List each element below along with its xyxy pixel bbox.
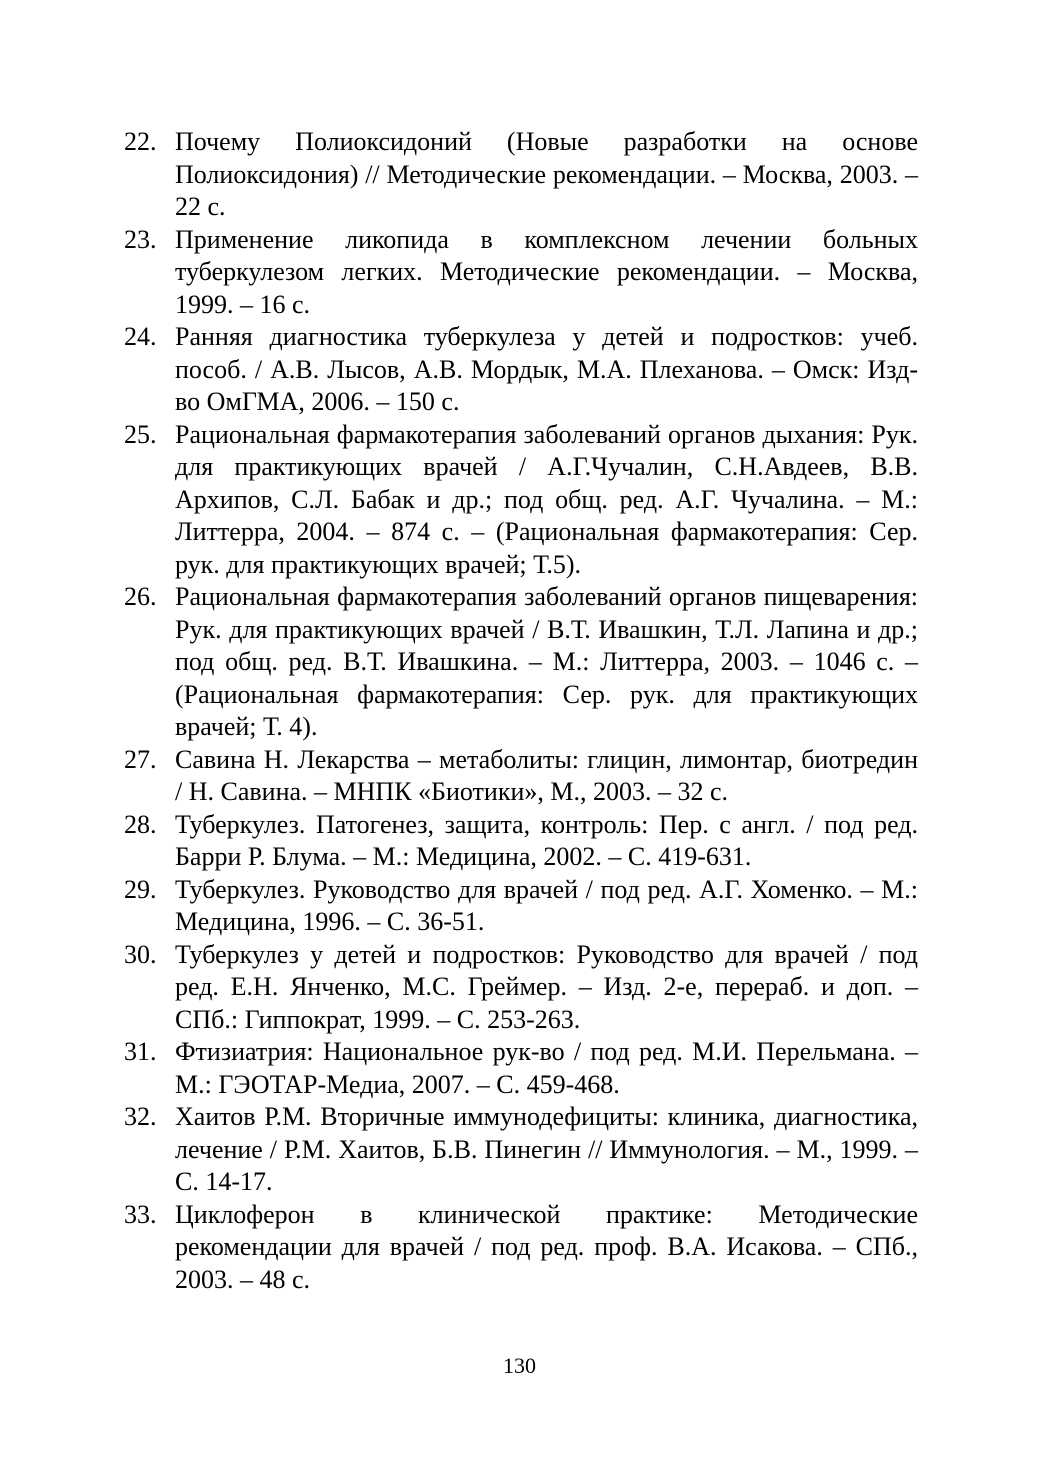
reference-item <box>124 809 918 874</box>
reference-item <box>124 1036 918 1101</box>
reference-item <box>124 419 918 582</box>
reference-list <box>124 126 918 1296</box>
reference-text: Циклоферон в клинической практике: Методические рекомендации для врачей / под ред. проф. В.А. Исакова. – СПб., 2003. – 48 с. <box>175 1199 918 1294</box>
reference-item <box>124 1101 918 1199</box>
reference-number: 24. <box>124 322 157 351</box>
reference-number: 32. <box>124 1102 157 1131</box>
reference-text: Туберкулез. Патогенез, защита, контроль: Пер. с англ. / под ред. Барри Р. Блума. – М.: Медицина, 2002. – С. 419-631. <box>175 809 918 871</box>
reference-number: 30. <box>124 939 157 969</box>
reference-number: 27. <box>124 744 157 774</box>
reference-item <box>124 874 918 939</box>
reference-text: Туберкулез у детей и подростков: Руководство для врачей / под ред. Е.Н. Янченко, М.С. Греймер. – Изд. 2-е, перераб. и доп. – СПб.: Гиппократ, 1999. – С. 253-263. <box>175 939 918 1034</box>
reference-number: 26. <box>124 582 157 611</box>
reference-text: Савина Н. Лекарства – метаболиты: глицин, лимонтар, биотредин / Н. Савина. – МНПК «Биотики», М., 2003. – 32 с. <box>175 744 918 806</box>
reference-number: 29. <box>124 874 157 904</box>
reference-item <box>124 939 918 1037</box>
page-number: 130 <box>503 1353 536 1378</box>
reference-text: Рациональная фармакотерапия заболеваний органов пищеварения: Рук. для практикующих врачей / В.Т. Ивашкин, Т.Л. Лапина и др.; под общ. ред. В.Т. Ивашкина. – М.: Литтерра, 2003. – 1046 с. – (Рациональная фармакотерапия: Сер. рук. для практикующих врачей; Т. 4). <box>175 582 918 741</box>
reference-text: Рациональная фармакотерапия заболеваний органов дыхания: Рук. для практикующих врачей / А.Г.Чучалин, С.Н.Авдеев, В.В. Архипов, С.Л. Бабак и др.; под общ. ред. А.Г. Чучалина. – М.: Литтерра, 2004. – 874 с. – (Рациональная фармакотерапия: Сер. рук. для практикующих врачей; Т.5). <box>175 419 918 579</box>
reference-item <box>124 581 918 744</box>
reference-text: Применение ликопида в комплексном лечении больных туберкулезом легких. Методические рекомендации. – Москва, 1999. – 16 с. <box>175 224 918 319</box>
reference-text: Туберкулез. Руководство для врачей / под ред. А.Г. Хоменко. – М.: Медицина, 1996. – С. 36-51. <box>175 874 918 936</box>
reference-text: Почему Полиоксидоний (Новые разработки на основе Полиоксидония) // Методические рекомендации. – Москва, 2003. – 22 с. <box>175 127 918 221</box>
reference-number: 31. <box>124 1037 157 1066</box>
reference-item <box>124 126 918 224</box>
reference-text: Фтизиатрия: Национальное рук-во / под ред. М.И. Перельмана. – М.: ГЭОТАР-Медиа, 2007. – С. 459-468. <box>175 1037 918 1099</box>
reference-item <box>124 321 918 419</box>
reference-number: 33. <box>124 1199 157 1229</box>
reference-number: 23. <box>124 224 157 254</box>
reference-item <box>124 744 918 809</box>
reference-number: 22. <box>124 127 157 156</box>
reference-item <box>124 1199 918 1297</box>
reference-number: 25. <box>124 419 157 449</box>
reference-text: Хаитов Р.М. Вторичные иммунодефициты: клиника, диагностика, лечение / Р.М. Хаитов, Б.В. Пинегин // Иммунология. – М., 1999. – С. 14-17. <box>175 1102 918 1196</box>
reference-text: Ранняя диагностика туберкулеза у детей и подростков: учеб. пособ. / А.В. Лысов, А.В. Мордык, М.А. Плеханова. – Омск: Изд-во ОмГМА, 2006. – 150 с. <box>175 322 918 416</box>
reference-number: 28. <box>124 809 157 839</box>
reference-item <box>124 224 918 322</box>
